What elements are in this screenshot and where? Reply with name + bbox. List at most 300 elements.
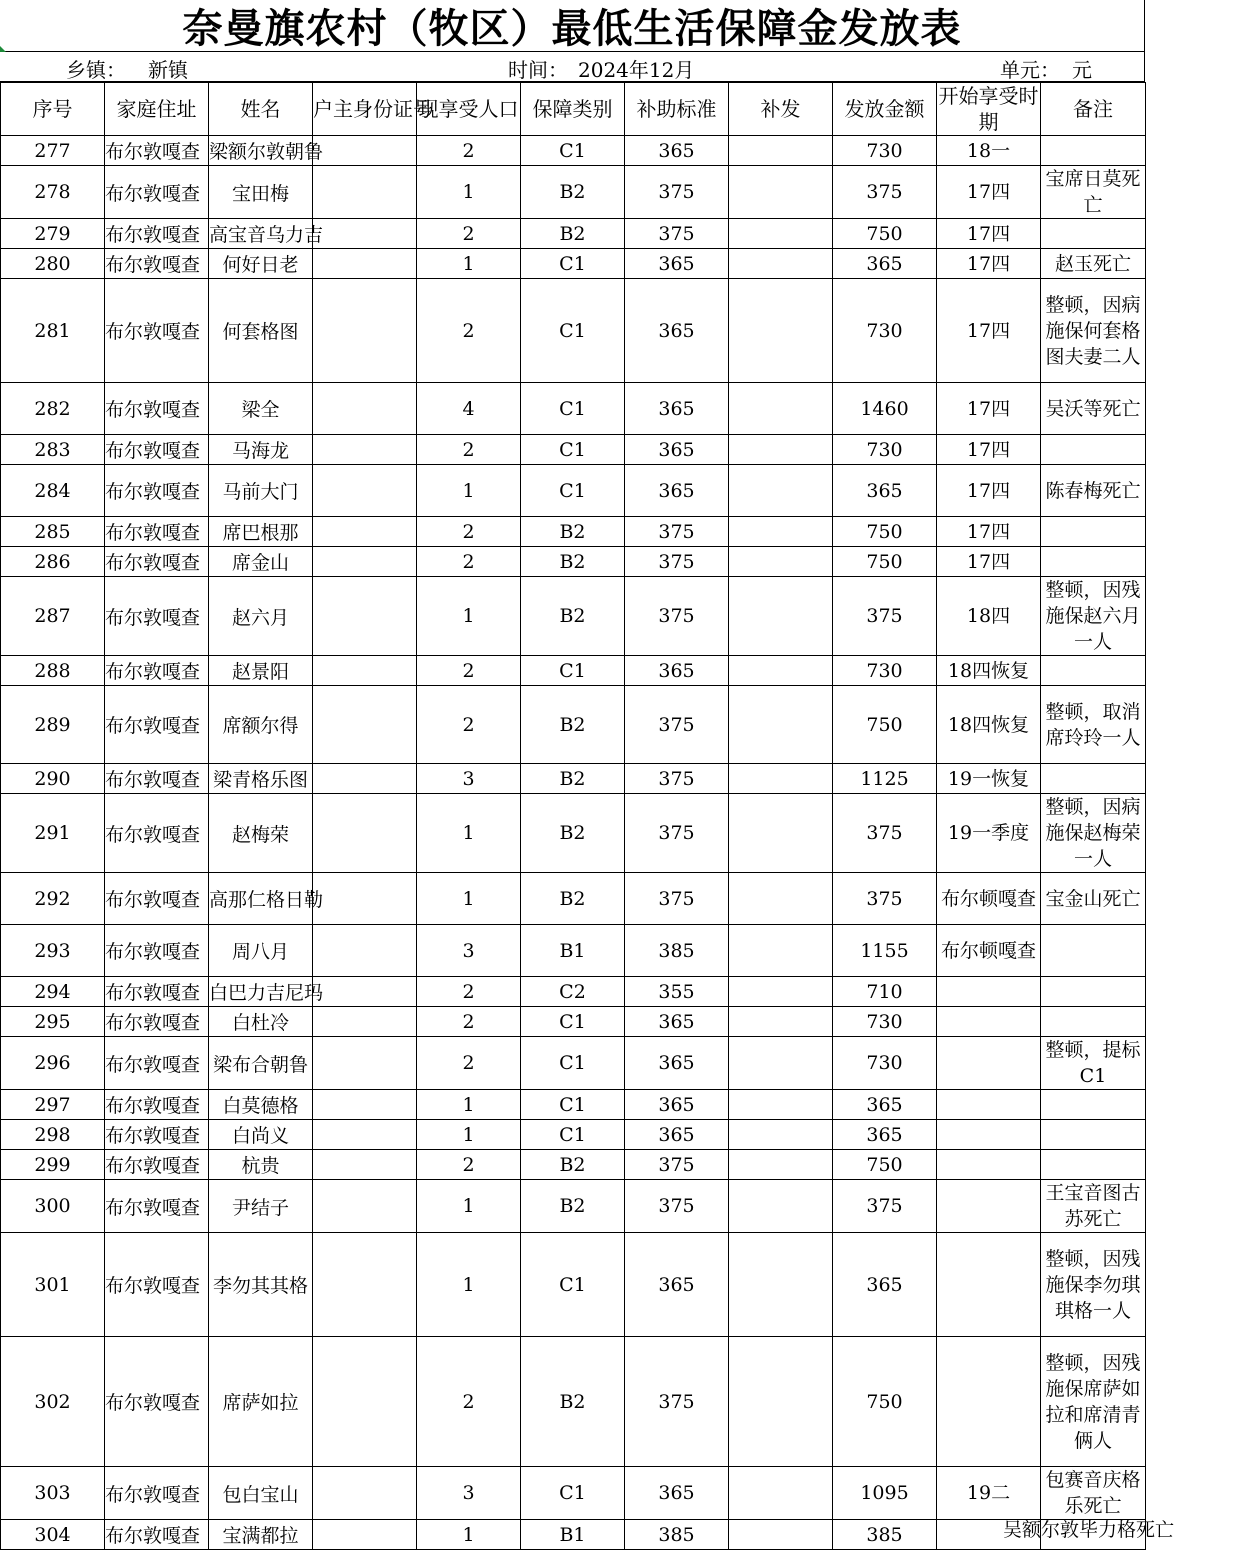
note-cell[interactable] [1041,136,1146,166]
table-row[interactable] [1,1150,1146,1180]
name-cell[interactable]: 马海龙 [209,435,313,465]
name-cell[interactable]: 宝田梅 [209,166,313,219]
supplement-cell[interactable] [729,465,833,517]
supplement-cell[interactable] [729,517,833,547]
row-number[interactable]: 287 [1,577,105,656]
name-cell[interactable]: 席巴根那 [209,517,313,547]
people-cell[interactable]: 3 [417,764,521,794]
category-cell[interactable]: B2 [521,1150,625,1180]
name-cell[interactable]: 何好日老 [209,249,313,279]
note-cell[interactable] [1041,517,1146,547]
people-cell[interactable]: 3 [417,925,521,977]
header-col-name[interactable]: 姓名 [209,83,313,136]
amount-cell[interactable]: 375 [833,1180,937,1233]
table-row[interactable] [1,794,1146,873]
address-cell[interactable]: 布尔敦嘎查 [105,1520,209,1550]
row-number[interactable]: 293 [1,925,105,977]
note-cell[interactable] [1041,764,1146,794]
standard-cell[interactable]: 375 [625,1180,729,1233]
start-period-cell[interactable] [937,977,1041,1007]
address-cell[interactable]: 布尔敦嘎查 [105,873,209,925]
supplement-cell[interactable] [729,1007,833,1037]
amount-cell[interactable]: 730 [833,656,937,686]
name-cell[interactable]: 包白宝山 [209,1467,313,1520]
supplement-cell[interactable] [729,249,833,279]
people-cell[interactable]: 1 [417,1090,521,1120]
category-cell[interactable]: C1 [521,136,625,166]
supplement-cell[interactable] [729,279,833,383]
address-cell[interactable]: 布尔敦嘎查 [105,166,209,219]
id-cell[interactable] [313,383,417,435]
amount-cell[interactable]: 375 [833,577,937,656]
header-col-note[interactable]: 备注 [1041,83,1146,136]
supplement-cell[interactable] [729,686,833,764]
category-cell[interactable]: C1 [521,1233,625,1337]
row-number[interactable]: 300 [1,1180,105,1233]
table-row[interactable] [1,873,1146,925]
start-period-cell[interactable] [937,1180,1041,1233]
supplement-cell[interactable] [729,1337,833,1467]
row-number[interactable]: 285 [1,517,105,547]
name-cell[interactable]: 梁全 [209,383,313,435]
category-cell[interactable]: C1 [521,465,625,517]
supplement-cell[interactable] [729,435,833,465]
row-number[interactable]: 288 [1,656,105,686]
start-period-cell[interactable]: 17四 [937,166,1041,219]
supplement-cell[interactable] [729,383,833,435]
supplement-cell[interactable] [729,925,833,977]
table-row[interactable] [1,465,1146,517]
table-row[interactable] [1,1337,1146,1467]
name-cell[interactable]: 高宝音乌力吉 [209,219,313,249]
table-row[interactable] [1,656,1146,686]
row-number[interactable]: 283 [1,435,105,465]
note-cell[interactable] [1041,1090,1146,1120]
standard-cell[interactable]: 375 [625,517,729,547]
address-cell[interactable]: 布尔敦嘎查 [105,136,209,166]
start-period-cell[interactable] [937,1233,1041,1337]
header-col-id[interactable]: 户主身份证号 [313,83,417,136]
standard-cell[interactable]: 365 [625,465,729,517]
supplement-cell[interactable] [729,1467,833,1520]
category-cell[interactable]: C1 [521,656,625,686]
id-cell[interactable] [313,219,417,249]
standard-cell[interactable]: 375 [625,873,729,925]
id-cell[interactable] [313,547,417,577]
table-row[interactable] [1,249,1146,279]
row-number[interactable]: 304 [1,1520,105,1550]
start-period-cell[interactable] [937,1037,1041,1090]
address-cell[interactable]: 布尔敦嘎查 [105,686,209,764]
amount-cell[interactable]: 730 [833,1007,937,1037]
people-cell[interactable]: 2 [417,1337,521,1467]
start-period-cell[interactable] [937,1007,1041,1037]
people-cell[interactable]: 3 [417,1467,521,1520]
start-period-cell[interactable]: 17四 [937,517,1041,547]
name-cell[interactable]: 白尚义 [209,1120,313,1150]
note-cell[interactable]: 包赛音庆格乐死亡 [1041,1467,1146,1520]
name-cell[interactable]: 梁青格乐图 [209,764,313,794]
table-row[interactable] [1,279,1146,383]
note-cell[interactable]: 整顿，提标C1 [1041,1037,1146,1090]
start-period-cell[interactable]: 布尔顿嘎查 [937,873,1041,925]
category-cell[interactable]: B2 [521,517,625,547]
amount-cell[interactable]: 710 [833,977,937,1007]
note-cell[interactable] [1041,925,1146,977]
standard-cell[interactable]: 365 [625,249,729,279]
table-row[interactable] [1,1467,1146,1520]
standard-cell[interactable]: 365 [625,1007,729,1037]
name-cell[interactable]: 白杜冷 [209,1007,313,1037]
row-number[interactable]: 286 [1,547,105,577]
id-cell[interactable] [313,794,417,873]
address-cell[interactable]: 布尔敦嘎查 [105,1037,209,1090]
address-cell[interactable]: 布尔敦嘎查 [105,465,209,517]
row-number[interactable]: 277 [1,136,105,166]
id-cell[interactable] [313,1233,417,1337]
standard-cell[interactable]: 375 [625,1150,729,1180]
table-row[interactable] [1,1120,1146,1150]
standard-cell[interactable]: 365 [625,1090,729,1120]
id-cell[interactable] [313,1150,417,1180]
category-cell[interactable]: B2 [521,577,625,656]
address-cell[interactable]: 布尔敦嘎查 [105,656,209,686]
id-cell[interactable] [313,873,417,925]
people-cell[interactable]: 2 [417,219,521,249]
header-col-category[interactable]: 保障类别 [521,83,625,136]
people-cell[interactable]: 2 [417,136,521,166]
people-cell[interactable]: 1 [417,249,521,279]
note-cell[interactable]: 整顿，因病施保何套格图夫妻二人 [1041,279,1146,383]
amount-cell[interactable]: 1460 [833,383,937,435]
note-cell[interactable] [1041,977,1146,1007]
note-cell[interactable]: 整顿，因残施保席萨如拉和席清青俩人 [1041,1337,1146,1467]
id-cell[interactable] [313,435,417,465]
name-cell[interactable]: 赵六月 [209,577,313,656]
start-period-cell[interactable]: 17四 [937,279,1041,383]
amount-cell[interactable]: 1155 [833,925,937,977]
supplement-cell[interactable] [729,1090,833,1120]
people-cell[interactable]: 2 [417,517,521,547]
note-cell[interactable] [1041,1150,1146,1180]
note-cell[interactable]: 陈春梅死亡 [1041,465,1146,517]
header-col-start[interactable]: 开始享受时期 [938,84,1039,134]
name-cell[interactable]: 席金山 [209,547,313,577]
table-row[interactable] [1,383,1146,435]
amount-cell[interactable]: 750 [833,1337,937,1467]
id-cell[interactable] [313,686,417,764]
name-cell[interactable]: 何套格图 [209,279,313,383]
people-cell[interactable]: 1 [417,166,521,219]
amount-cell[interactable]: 375 [833,166,937,219]
note-cell[interactable] [1041,219,1146,249]
people-cell[interactable]: 2 [417,656,521,686]
address-cell[interactable]: 布尔敦嘎查 [105,517,209,547]
category-cell[interactable]: B2 [521,764,625,794]
table-row[interactable] [1,1180,1146,1233]
amount-cell[interactable]: 375 [833,794,937,873]
time-value[interactable]: 2024年12月 [578,58,695,82]
name-cell[interactable]: 宝满都拉 [209,1520,313,1550]
supplement-cell[interactable] [729,794,833,873]
category-cell[interactable]: B1 [521,1520,625,1550]
category-cell[interactable]: C1 [521,1467,625,1520]
standard-cell[interactable]: 375 [625,577,729,656]
name-cell[interactable]: 席萨如拉 [209,1337,313,1467]
row-number[interactable]: 280 [1,249,105,279]
people-cell[interactable]: 2 [417,435,521,465]
supplement-cell[interactable] [729,1120,833,1150]
supplement-cell[interactable] [729,577,833,656]
unit-value[interactable]: 元 [1072,58,1092,82]
start-period-cell[interactable] [937,1150,1041,1180]
name-cell[interactable]: 马前大门 [209,465,313,517]
row-number[interactable]: 297 [1,1090,105,1120]
address-cell[interactable]: 布尔敦嘎查 [105,219,209,249]
category-cell[interactable]: B2 [521,794,625,873]
id-cell[interactable] [313,577,417,656]
row-number[interactable]: 292 [1,873,105,925]
supplement-cell[interactable] [729,136,833,166]
supplement-cell[interactable] [729,219,833,249]
town-value[interactable]: 新镇 [148,58,188,82]
amount-cell[interactable]: 365 [833,465,937,517]
row-number[interactable]: 296 [1,1037,105,1090]
id-cell[interactable] [313,136,417,166]
standard-cell[interactable]: 365 [625,1037,729,1090]
start-period-cell[interactable]: 18一 [937,136,1041,166]
category-cell[interactable]: B2 [521,873,625,925]
standard-cell[interactable]: 365 [625,435,729,465]
people-cell[interactable]: 1 [417,873,521,925]
id-cell[interactable] [313,249,417,279]
standard-cell[interactable]: 375 [625,219,729,249]
amount-cell[interactable]: 365 [833,1090,937,1120]
id-cell[interactable] [313,166,417,219]
name-cell[interactable]: 白巴力吉尼玛 [209,977,313,1007]
id-cell[interactable] [313,656,417,686]
start-period-cell[interactable]: 18四 [937,577,1041,656]
supplement-cell[interactable] [729,1150,833,1180]
category-cell[interactable]: B2 [521,1337,625,1467]
row-number[interactable]: 282 [1,383,105,435]
table-row[interactable] [1,577,1146,656]
people-cell[interactable]: 1 [417,1120,521,1150]
amount-cell[interactable]: 750 [833,517,937,547]
start-period-cell[interactable]: 17四 [937,383,1041,435]
name-cell[interactable]: 高那仁格日勒 [209,873,313,925]
supplement-cell[interactable] [729,1037,833,1090]
row-number[interactable]: 298 [1,1120,105,1150]
id-cell[interactable] [313,1007,417,1037]
standard-cell[interactable]: 365 [625,656,729,686]
supplement-cell[interactable] [729,1520,833,1550]
people-cell[interactable]: 1 [417,577,521,656]
note-cell[interactable]: 王宝音图古苏死亡 [1041,1180,1146,1233]
standard-cell[interactable]: 375 [625,686,729,764]
id-cell[interactable] [313,465,417,517]
amount-cell[interactable]: 365 [833,1233,937,1337]
row-number[interactable]: 301 [1,1233,105,1337]
standard-cell[interactable]: 375 [625,794,729,873]
address-cell[interactable]: 布尔敦嘎查 [105,1150,209,1180]
amount-cell[interactable]: 750 [833,1150,937,1180]
standard-cell[interactable]: 375 [625,764,729,794]
standard-cell[interactable]: 375 [625,166,729,219]
category-cell[interactable]: B2 [521,166,625,219]
supplement-cell[interactable] [729,977,833,1007]
start-period-cell[interactable] [937,1337,1041,1467]
address-cell[interactable]: 布尔敦嘎查 [105,1180,209,1233]
row-number[interactable]: 294 [1,977,105,1007]
row-number[interactable]: 302 [1,1337,105,1467]
start-period-cell[interactable]: 17四 [937,547,1041,577]
address-cell[interactable]: 布尔敦嘎查 [105,1337,209,1467]
id-cell[interactable] [313,1337,417,1467]
start-period-cell[interactable] [937,1090,1041,1120]
people-cell[interactable]: 2 [417,279,521,383]
amount-cell[interactable]: 365 [833,249,937,279]
supplement-cell[interactable] [729,166,833,219]
row-number[interactable]: 284 [1,465,105,517]
amount-cell[interactable]: 730 [833,279,937,383]
address-cell[interactable]: 布尔敦嘎查 [105,977,209,1007]
amount-cell[interactable]: 750 [833,219,937,249]
start-period-cell[interactable]: 19二 [937,1467,1041,1520]
name-cell[interactable]: 赵梅荣 [209,794,313,873]
category-cell[interactable]: B2 [521,219,625,249]
id-cell[interactable] [313,1037,417,1090]
start-period-cell[interactable] [937,1120,1041,1150]
standard-cell[interactable]: 385 [625,925,729,977]
note-cell[interactable]: 整顿，因病施保赵梅荣一人 [1041,794,1146,873]
table-row[interactable] [1,547,1146,577]
people-cell[interactable]: 2 [417,1007,521,1037]
header-col-supplement[interactable]: 补发 [729,83,833,136]
row-number[interactable]: 279 [1,219,105,249]
address-cell[interactable]: 布尔敦嘎查 [105,794,209,873]
amount-cell[interactable]: 1095 [833,1467,937,1520]
start-period-cell[interactable]: 17四 [937,435,1041,465]
note-cell[interactable]: 赵玉死亡 [1041,249,1146,279]
amount-cell[interactable]: 750 [833,686,937,764]
note-cell[interactable]: 整顿，取消席玲玲一人 [1041,686,1146,764]
row-number[interactable]: 289 [1,686,105,764]
note-cell[interactable]: 整顿，因残施保赵六月一人 [1041,577,1146,656]
standard-cell[interactable]: 355 [625,977,729,1007]
people-cell[interactable]: 2 [417,1037,521,1090]
people-cell[interactable]: 1 [417,1180,521,1233]
id-cell[interactable] [313,764,417,794]
row-number[interactable]: 291 [1,794,105,873]
name-cell[interactable]: 李勿其其格 [209,1233,313,1337]
category-cell[interactable]: C1 [521,279,625,383]
standard-cell[interactable]: 365 [625,279,729,383]
id-cell[interactable] [313,1180,417,1233]
amount-cell[interactable]: 730 [833,435,937,465]
amount-cell[interactable]: 750 [833,547,937,577]
standard-cell[interactable]: 375 [625,1337,729,1467]
people-cell[interactable]: 1 [417,465,521,517]
note-cell[interactable]: 宝席日莫死亡 [1041,166,1146,219]
header-col-address[interactable]: 家庭住址 [105,83,209,136]
address-cell[interactable]: 布尔敦嘎查 [105,547,209,577]
category-cell[interactable]: C1 [521,435,625,465]
start-period-cell[interactable]: 17四 [937,219,1041,249]
name-cell[interactable]: 周八月 [209,925,313,977]
people-cell[interactable]: 2 [417,686,521,764]
category-cell[interactable]: B2 [521,686,625,764]
table-row[interactable] [1,925,1146,977]
address-cell[interactable]: 布尔敦嘎查 [105,1120,209,1150]
category-cell[interactable]: C1 [521,1037,625,1090]
row-number[interactable]: 295 [1,1007,105,1037]
address-cell[interactable]: 布尔敦嘎查 [105,577,209,656]
address-cell[interactable]: 布尔敦嘎查 [105,764,209,794]
supplement-cell[interactable] [729,764,833,794]
category-cell[interactable]: C1 [521,383,625,435]
row-number[interactable]: 278 [1,166,105,219]
start-period-cell[interactable]: 19一季度 [937,794,1041,873]
category-cell[interactable]: C1 [521,1120,625,1150]
id-cell[interactable] [313,1120,417,1150]
start-period-cell[interactable]: 17四 [937,465,1041,517]
category-cell[interactable]: C1 [521,249,625,279]
standard-cell[interactable]: 365 [625,1467,729,1520]
address-cell[interactable]: 布尔敦嘎查 [105,1233,209,1337]
address-cell[interactable]: 布尔敦嘎查 [105,249,209,279]
supplement-cell[interactable] [729,1233,833,1337]
people-cell[interactable]: 1 [417,794,521,873]
supplement-cell[interactable] [729,873,833,925]
note-cell[interactable] [1041,656,1146,686]
id-cell[interactable] [313,1090,417,1120]
people-cell[interactable]: 1 [417,1233,521,1337]
table-row[interactable] [1,136,1146,166]
start-period-cell[interactable]: 18四恢复 [937,656,1041,686]
people-cell[interactable]: 4 [417,383,521,435]
supplement-cell[interactable] [729,656,833,686]
header-col-no[interactable]: 序号 [1,83,105,136]
standard-cell[interactable]: 365 [625,1120,729,1150]
address-cell[interactable]: 布尔敦嘎查 [105,1467,209,1520]
table-row[interactable] [1,1037,1146,1090]
category-cell[interactable]: C1 [521,1090,625,1120]
name-cell[interactable]: 席额尔得 [209,686,313,764]
start-period-cell[interactable]: 19一恢复 [937,764,1041,794]
amount-cell[interactable]: 365 [833,1120,937,1150]
table-row[interactable] [1,166,1146,219]
address-cell[interactable]: 布尔敦嘎查 [105,1090,209,1120]
id-cell[interactable] [313,1520,417,1550]
name-cell[interactable]: 梁布合朝鲁 [209,1037,313,1090]
table-row[interactable] [1,1007,1146,1037]
header-col-people[interactable]: 现享受人口 [417,83,521,136]
table-row[interactable] [1,435,1146,465]
standard-cell[interactable]: 365 [625,383,729,435]
amount-cell[interactable]: 375 [833,873,937,925]
note-cell[interactable]: 宝金山死亡 [1041,873,1146,925]
start-period-cell[interactable]: 18四恢复 [937,686,1041,764]
id-cell[interactable] [313,517,417,547]
start-period-cell[interactable]: 布尔顿嘎查 [937,925,1041,977]
row-number[interactable]: 303 [1,1467,105,1520]
id-cell[interactable] [313,925,417,977]
supplement-cell[interactable] [729,1180,833,1233]
header-col-standard[interactable]: 补助标准 [625,83,729,136]
people-cell[interactable]: 2 [417,1150,521,1180]
standard-cell[interactable]: 375 [625,547,729,577]
